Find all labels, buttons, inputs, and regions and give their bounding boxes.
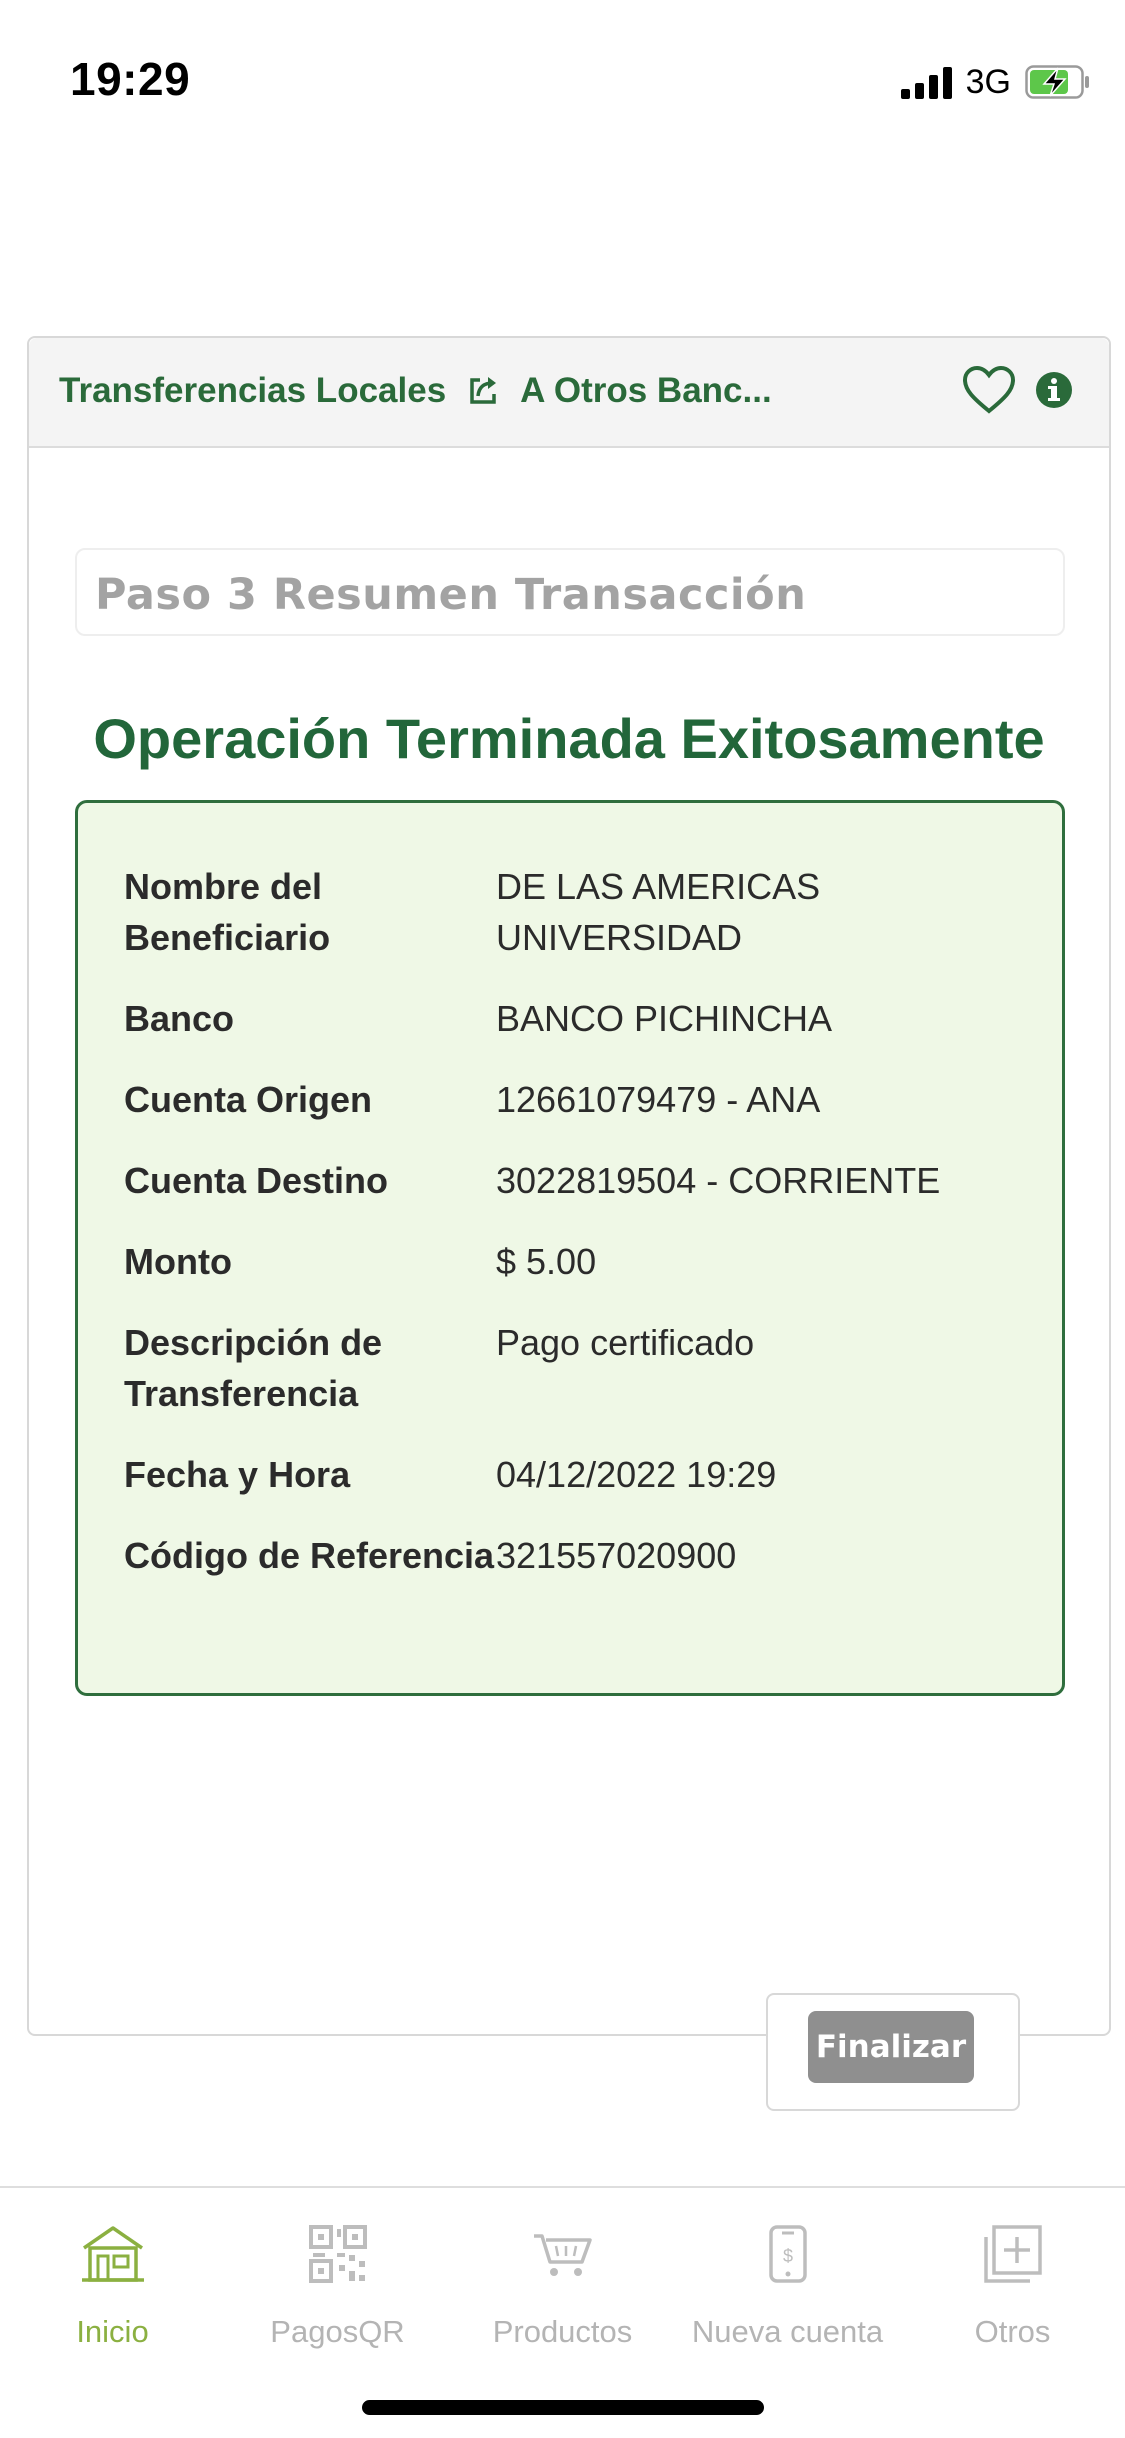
status-icons — [901, 60, 1091, 104]
nav-item-productos[interactable] — [450, 2218, 675, 2350]
transaction-summary — [75, 800, 1065, 1696]
transfer-card — [27, 336, 1111, 2036]
summary-value: 3022819504 - CORRIENTE — [496, 1160, 941, 1201]
summary-value: $ 5.00 — [496, 1241, 597, 1282]
summary-label: Monto — [124, 1241, 232, 1282]
summary-row-fecha — [124, 1449, 1024, 1500]
summary-label: Banco — [124, 998, 235, 1039]
summary-label: Código de Referencia — [124, 1535, 495, 1576]
cart-icon — [450, 2218, 675, 2290]
finish-button[interactable]: Finalizar — [808, 2011, 974, 2083]
summary-label: Descripción de Transferencia — [124, 1322, 383, 1414]
summary-row-cuenta-origen — [124, 1074, 1024, 1125]
nav-item-pagosqr[interactable] — [225, 2218, 450, 2350]
status-time: 19:29 — [70, 53, 191, 105]
summary-row-beneficiario — [124, 861, 1024, 963]
nav-label: Nueva cuenta — [691, 2314, 884, 2349]
summary-value: 04/12/2022 19:29 — [496, 1454, 777, 1495]
qr-code-icon — [225, 2218, 450, 2290]
nav-item-inicio[interactable] — [0, 2218, 225, 2350]
summary-row-codigo — [124, 1530, 1024, 1581]
home-indicator[interactable] — [362, 2400, 764, 2415]
phone-money-icon — [675, 2218, 900, 2290]
summary-value: 321557020900 — [496, 1535, 737, 1576]
summary-label: Fecha y Hora — [124, 1454, 351, 1495]
nav-label: Inicio — [76, 2314, 149, 2349]
card-header — [29, 338, 1109, 448]
breadcrumb — [59, 371, 772, 411]
heart-icon[interactable] — [961, 364, 1017, 416]
summary-row-banco — [124, 993, 1024, 1044]
home-icon — [0, 2218, 225, 2290]
nav-item-otros[interactable] — [900, 2218, 1125, 2350]
add-square-icon — [900, 2218, 1125, 2290]
svg-text:$: $ — [782, 2246, 793, 2266]
nav-label: Productos — [492, 2314, 633, 2349]
summary-row-cuenta-destino — [124, 1155, 1024, 1206]
battery-charging-icon — [1025, 65, 1091, 99]
summary-value: DE LAS AMERICAS UNIVERSIDAD — [496, 866, 821, 958]
signal-icon — [901, 65, 952, 99]
success-title: Operación Terminada Exitosamente — [93, 707, 1045, 770]
summary-value: Pago certificado — [496, 1322, 755, 1363]
breadcrumb-otros-bancos[interactable]: A Otros Banc... — [520, 371, 772, 410]
summary-row-descripcion — [124, 1317, 1024, 1419]
finish-button-container — [766, 1993, 1020, 2111]
summary-row-monto — [124, 1236, 1024, 1287]
breadcrumb-transferencias-locales[interactable]: Transferencias Locales — [59, 371, 447, 410]
summary-value: 12661079479 - ANA — [496, 1079, 821, 1120]
nav-item-nueva-cuenta[interactable] — [675, 2218, 900, 2350]
network-type: 3G — [965, 62, 1011, 101]
nav-label: Otros — [974, 2314, 1051, 2349]
nav-label: PagosQR — [270, 2314, 405, 2349]
external-link-icon — [466, 374, 500, 408]
summary-label: Cuenta Destino — [124, 1160, 389, 1201]
step-title: Paso 3 Resumen Transacción — [75, 548, 1065, 636]
summary-label: Cuenta Origen — [124, 1079, 373, 1120]
info-icon[interactable] — [1035, 371, 1073, 409]
summary-value: BANCO PICHINCHA — [496, 998, 833, 1039]
summary-label: Nombre del Beneficiario — [124, 866, 331, 958]
